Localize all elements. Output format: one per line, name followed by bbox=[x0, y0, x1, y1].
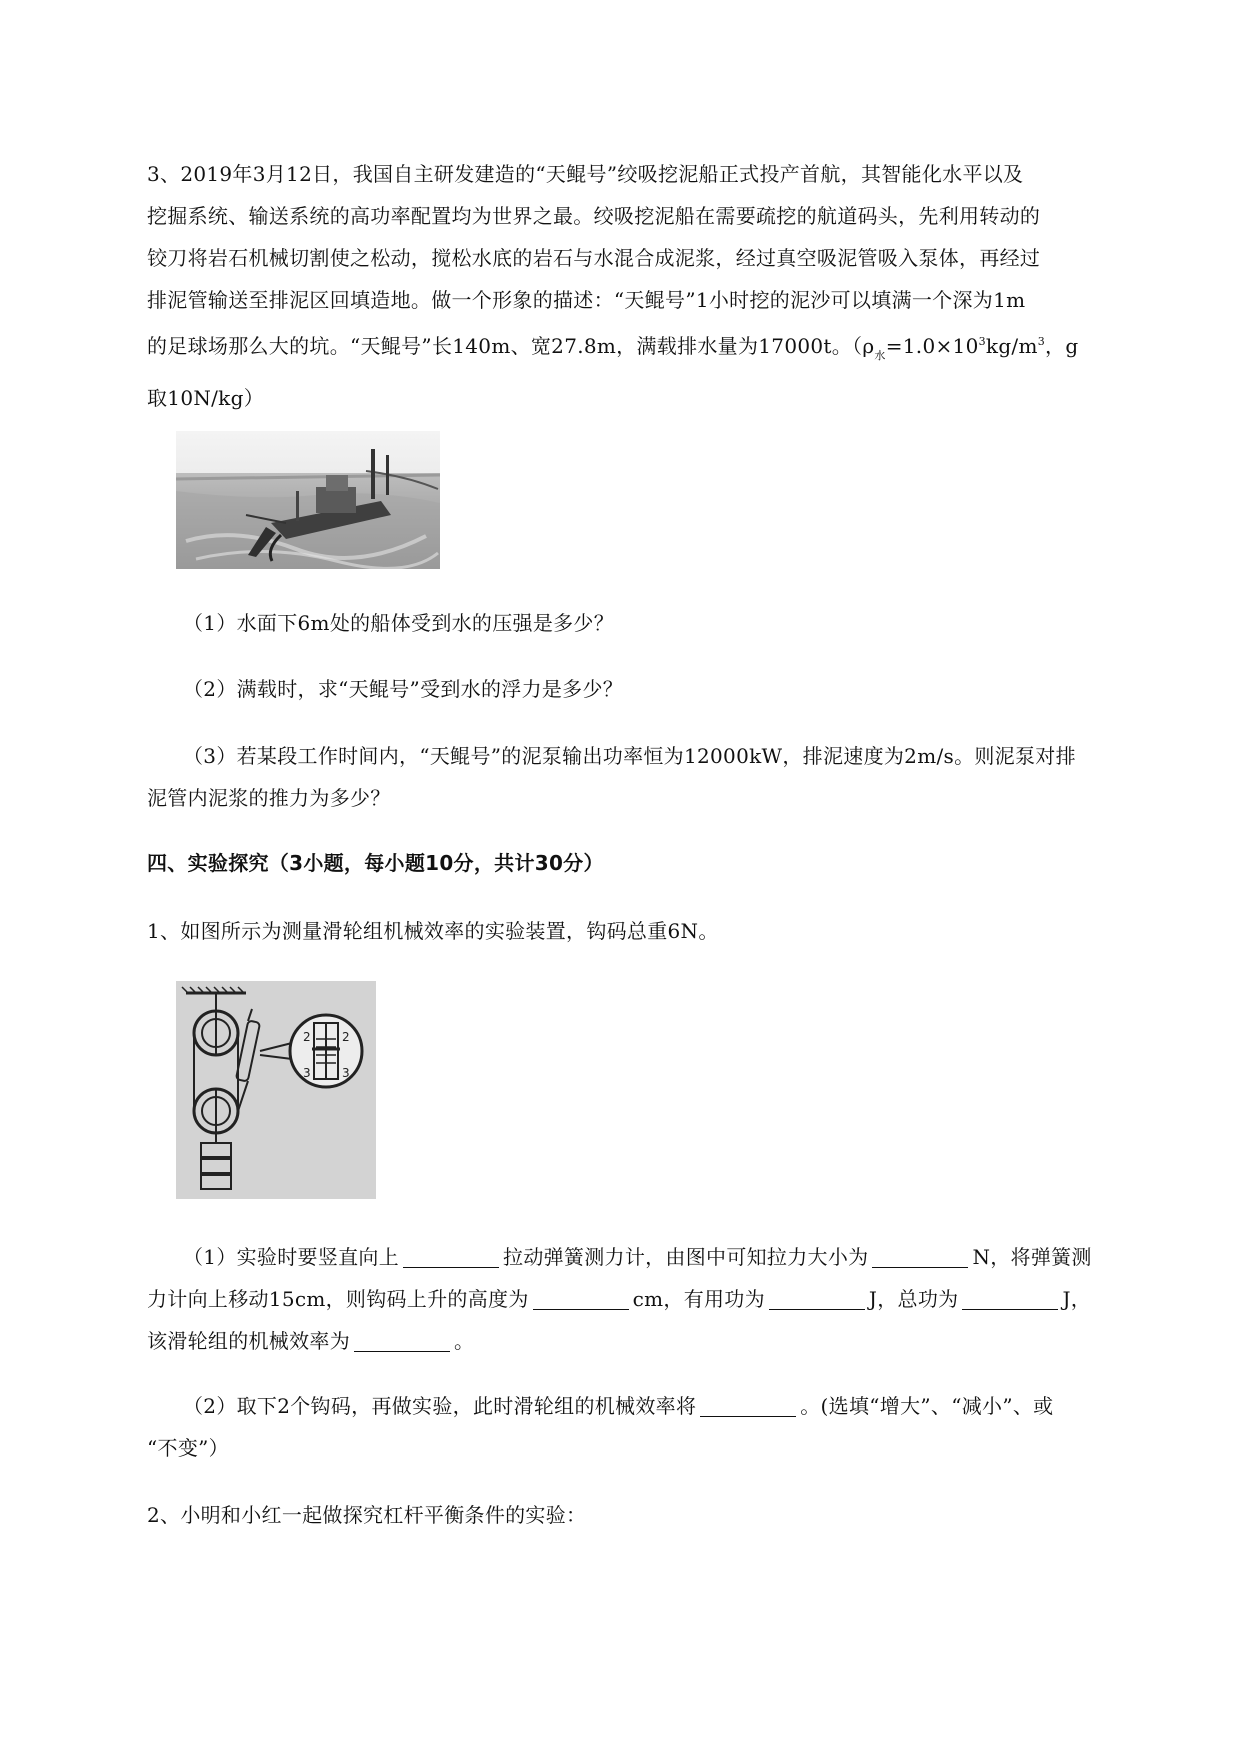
exp1-p2-line-1: （2）取下2个钩码，再做实验，此时滑轮组的机械效率将 。(选填“增大”、“减小”、或 bbox=[183, 1394, 1054, 1418]
question-3-1: （1）水面下6m处的船体受到水的压强是多少？ bbox=[183, 611, 615, 635]
experiment-1-intro: 1、如图所示为测量滑轮组机械效率的实验装置，钩码总重6N。 bbox=[147, 919, 719, 943]
experiment-1-part-2 bbox=[147, 1385, 1157, 1469]
answer-blank-useful-work[interactable] bbox=[769, 1287, 865, 1310]
scale-label-left-2: 2 bbox=[303, 1030, 311, 1044]
answer-blank-efficiency-change[interactable] bbox=[700, 1394, 796, 1417]
problem-3-line-2: 挖掘系统、输送系统的高功率配置均为世界之最。绞吸挖泥船在需要疏挖的航道码头，先利用转动的 bbox=[147, 204, 1041, 228]
answer-blank-total-work[interactable] bbox=[962, 1287, 1058, 1310]
problem-3-line-6: 取10N/kg） bbox=[147, 386, 265, 410]
experiment-2-intro: 2、小明和小红一起做探究杠杆平衡条件的实验： bbox=[147, 1503, 587, 1527]
problem-3-line-5: 的足球场那么大的坑。“天鲲号”长140m、宽27.8m，满载排水量为17000t。（$\rho_水=1.0\times 10^3kg/m^3$，g bbox=[147, 334, 1079, 362]
section-4-heading: 四、实验探究（3小题，每小题10分，共计30分） bbox=[147, 851, 604, 875]
exp1-p1-line-1: （1）实验时要竖直向上 拉动弹簧测力计，由图中可知拉力大小为 N，将弹簧测 bbox=[183, 1245, 1092, 1269]
scale-label-left-3: 3 bbox=[303, 1066, 311, 1080]
pulley-apparatus-figure bbox=[176, 981, 376, 1199]
answer-blank-pull-force[interactable] bbox=[872, 1245, 968, 1268]
question-3-3-line-1: （3）若某段工作时间内，“天鲲号”的泥泵输出功率恒为12000kW，排泥速度为2m/s。则泥泵对排 bbox=[183, 744, 1076, 768]
exp1-p1-line-2: 力计向上移动15cm，则钩码上升的高度为 cm，有用功为 J，总功为 J， bbox=[147, 1287, 1092, 1311]
answer-blank-efficiency[interactable] bbox=[354, 1329, 450, 1352]
exp1-p1-line-3: 该滑轮组的机械效率为 。 bbox=[147, 1329, 475, 1353]
scale-label-right-2: 2 bbox=[342, 1030, 350, 1044]
experiment-1-part-1 bbox=[147, 1236, 1157, 1362]
problem-3-line-1: 3、2019年3月12日，我国自主研发建造的“天鲲号”绞吸挖泥船正式投产首航，其智能化水平以及 bbox=[147, 162, 1024, 186]
problem-3-text bbox=[147, 153, 1157, 419]
problem-3-line-3: 铰刀将岩石机械切割使之松动，搅松水底的岩石与水混合成泥浆，经过真空吸泥管吸入泵体，再经过 bbox=[147, 246, 1041, 270]
problem-3-line-4: 排泥管输送至排泥区回填造地。做一个形象的描述：“天鲲号”1小时挖的泥沙可以填满一个深为1m bbox=[147, 288, 1026, 312]
answer-blank-height[interactable] bbox=[533, 1287, 629, 1310]
dredger-ship-photo bbox=[176, 431, 440, 569]
question-3-2: （2）满载时，求“天鲲号”受到水的浮力是多少？ bbox=[183, 677, 624, 701]
question-3-3-line-2: 泥管内泥浆的推力为多少？ bbox=[147, 786, 391, 810]
scale-label-right-3: 3 bbox=[342, 1066, 350, 1080]
question-3-3 bbox=[147, 735, 1157, 819]
answer-blank-direction[interactable] bbox=[403, 1245, 499, 1268]
exp1-p2-line-2: “不变”） bbox=[147, 1436, 229, 1460]
